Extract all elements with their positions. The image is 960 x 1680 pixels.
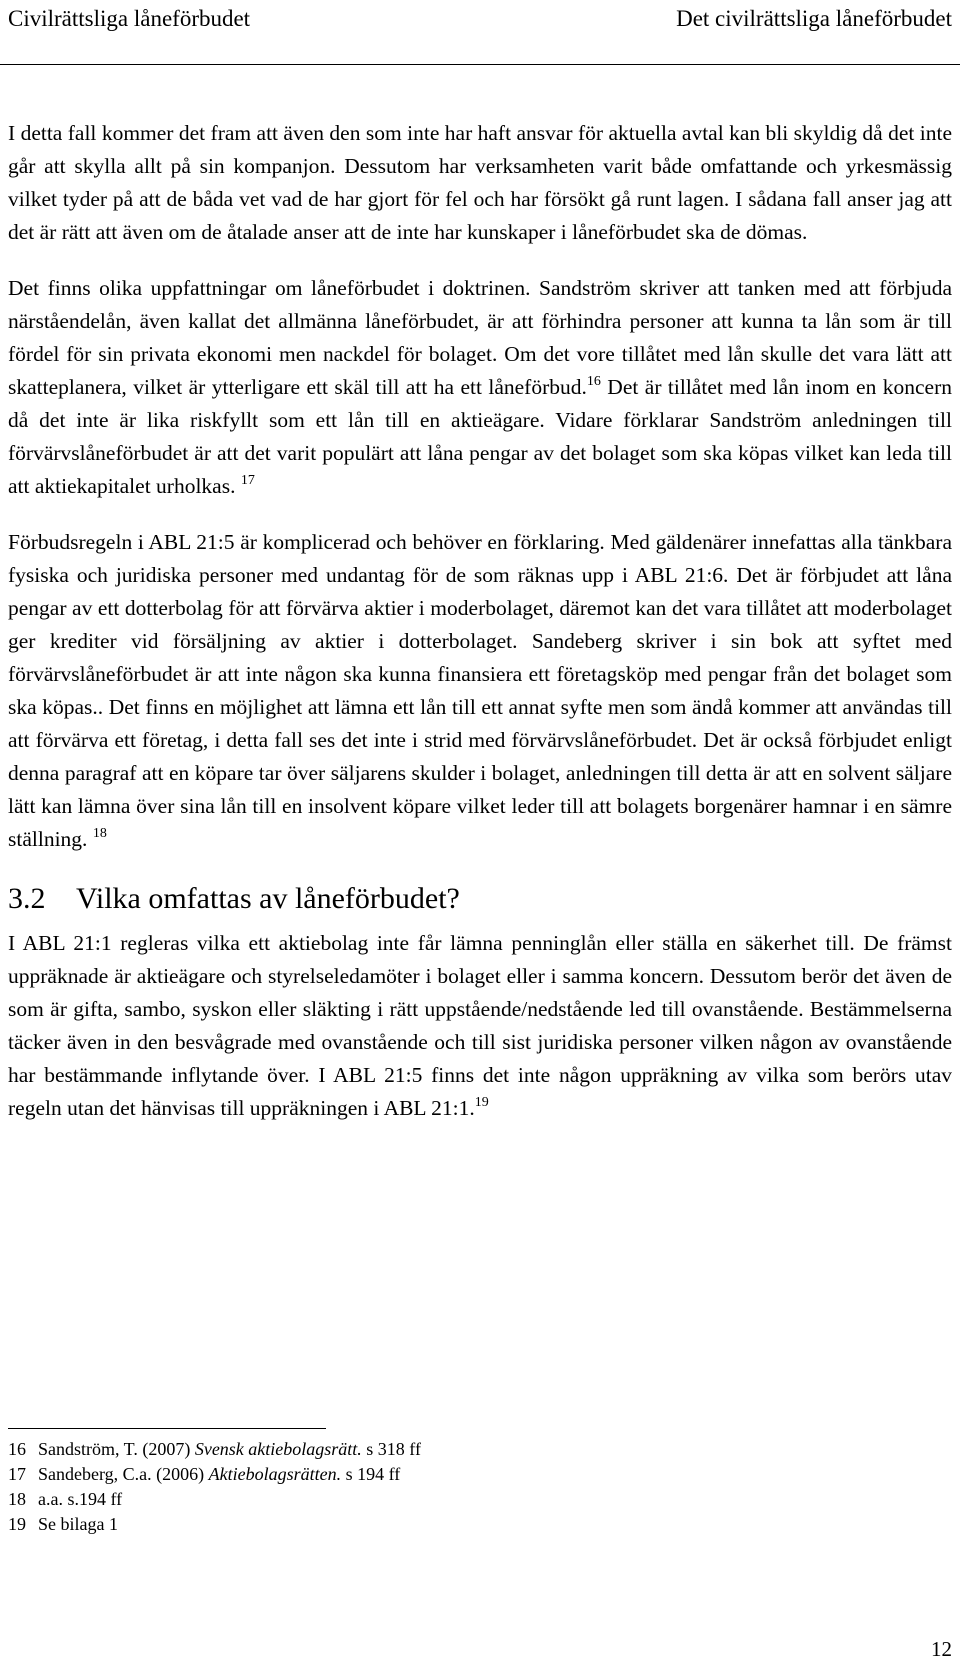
footnote-pages: s 194 ff (341, 1464, 401, 1484)
footnote-number: 18 (8, 1489, 26, 1509)
footnote-text: Se bilaga 1 (38, 1514, 118, 1534)
footnote-ref-19[interactable]: 19 (474, 1095, 489, 1110)
footnote-text: Sandström, T. (2007) (38, 1439, 195, 1459)
footnote-separator (8, 1428, 326, 1429)
footnote-book-title: Aktiebolagsrätten. (208, 1464, 342, 1484)
paragraph-3 (8, 526, 952, 856)
footnote-ref-18[interactable]: 18 (92, 826, 107, 841)
paragraph-2a-text: Det finns olika uppfattningar om låneförbudet i doktrinen. Sandström skriver att tanken med att förbjuda närståendelån, även kallat det allmänna låneförbudet, är att förhindra personer att kunna ta lån som är till fördel för sin privata ekonomi men nackdel för bolaget. Om det vore tillåtet med lån skulle det vara lätt att skatteplanera, vilket är ytterligare ett skäl till att ha ett låneförbud. (8, 276, 952, 399)
section-title: Vilka omfattas av låneförbudet? (76, 882, 460, 915)
section-number: 3.2 (8, 882, 46, 915)
running-header (0, 0, 960, 65)
footnote-number: 19 (8, 1514, 26, 1534)
header-right-title: Det civilrättsliga låneförbudet (676, 6, 952, 31)
footnote-ref-17[interactable]: 17 (240, 473, 255, 488)
footnotes (8, 1437, 421, 1537)
footnote-text: a.a. s.194 ff (38, 1489, 123, 1509)
paragraph-4 (8, 927, 952, 1125)
header-left-title: Civilrättsliga låneförbudet (8, 6, 251, 31)
body-text (8, 117, 952, 1148)
paragraph-4-text: I ABL 21:1 regleras vilka ett aktiebolag inte får lämna penninglån eller ställa en säkerhet till. De främst uppräknade är aktieägare och styrelseledamöter i bolaget eller i samma koncern. Dessutom berör det även de som är gifta, sambo, syskon eller släkting i rätt uppstående/nedstående led till ovanstående. Bestämmelserna täcker även in den besvågrade med ovanstående och till sist juridiska personer vilken någon av ovanstående har bestämmande inflytande över. I ABL 21:5 finns det inte någon uppräkning av vilka som berörs utav regeln utan det hänvisas till uppräkningen i ABL 21:1. (8, 931, 952, 1120)
footnote-pages: s 318 ff (361, 1439, 421, 1459)
paragraph-2b-text: Det är tillåtet med lån inom en koncern då det inte är lika riskfyllt som ett lån till en aktieägare. Vidare förklarar Sandström anledningen till förvärvslåneförbudet är att det varit populärt att låna pengar av det bolaget som ska köpas vilket kan leda till att aktiekapitalet urholkas. (8, 375, 952, 498)
footnote-text: Sandeberg, C.a. (2006) (38, 1464, 209, 1484)
footnote-ref-16[interactable]: 16 (586, 374, 601, 389)
footnote-number: 16 (8, 1439, 26, 1459)
paragraph-2 (8, 272, 952, 503)
footnote-17 (8, 1462, 421, 1487)
section-heading (8, 879, 952, 919)
paragraph-1 (8, 117, 952, 249)
footnote-18 (8, 1487, 421, 1512)
footnote-number: 17 (8, 1464, 26, 1484)
paragraph-1-text: I detta fall kommer det fram att även den som inte har haft ansvar för aktuella avtal kan bli skyldig då det inte går att skylla allt på sin kompanjon. Dessutom har verksamheten varit både omfattande och yrkesmässig vilket tyder på att de båda vet vad de har gjort för fel och har försökt gå runt lagen. I sådana fall anser jag att det är rätt att även om de åtalade anser att de inte har kunskaper i låneförbudet ska de dömas. (8, 121, 952, 244)
footnote-16 (8, 1437, 421, 1462)
paragraph-3-text: Förbudsregeln i ABL 21:5 är komplicerad och behöver en förklaring. Med gäldenärer innefattas alla tänkbara fysiska och juridiska personer med undantag för de som räknas upp i ABL 21:6. Det är förbjudet att låna pengar av ett dotterbolag för att förvärva aktier i moderbolaget, däremot kan det vara tillåtet att moderbolaget ger krediter vid försäljning av aktier i dotterbolaget. Sandeberg skriver i sin bok att syftet med förvärvslåneförbudet är att inte någon ska kunna finansiera ett företagsköp med pengar från det bolaget som ska köpas.. Det finns en möjlighet att lämna ett lån till ett annat syfte men som ändå kommer att användas till att förvärva ett företag, i detta fall ses det inte i strid med förvärvslåneförbudet. Det är också förbjudet enligt denna paragraf att en köpare tar över säljarens skulder i bolaget, anledningen till detta är att en solvent säljare lätt kan lämna över sina lån till en insolvent köpare vilket leder till att bolagets borgenärer hamnar i en sämre ställning. (8, 530, 952, 851)
page-number: 12 (931, 1637, 952, 1661)
footnote-book-title: Svensk aktiebolagsrätt. (194, 1439, 362, 1459)
footnote-19 (8, 1512, 421, 1537)
